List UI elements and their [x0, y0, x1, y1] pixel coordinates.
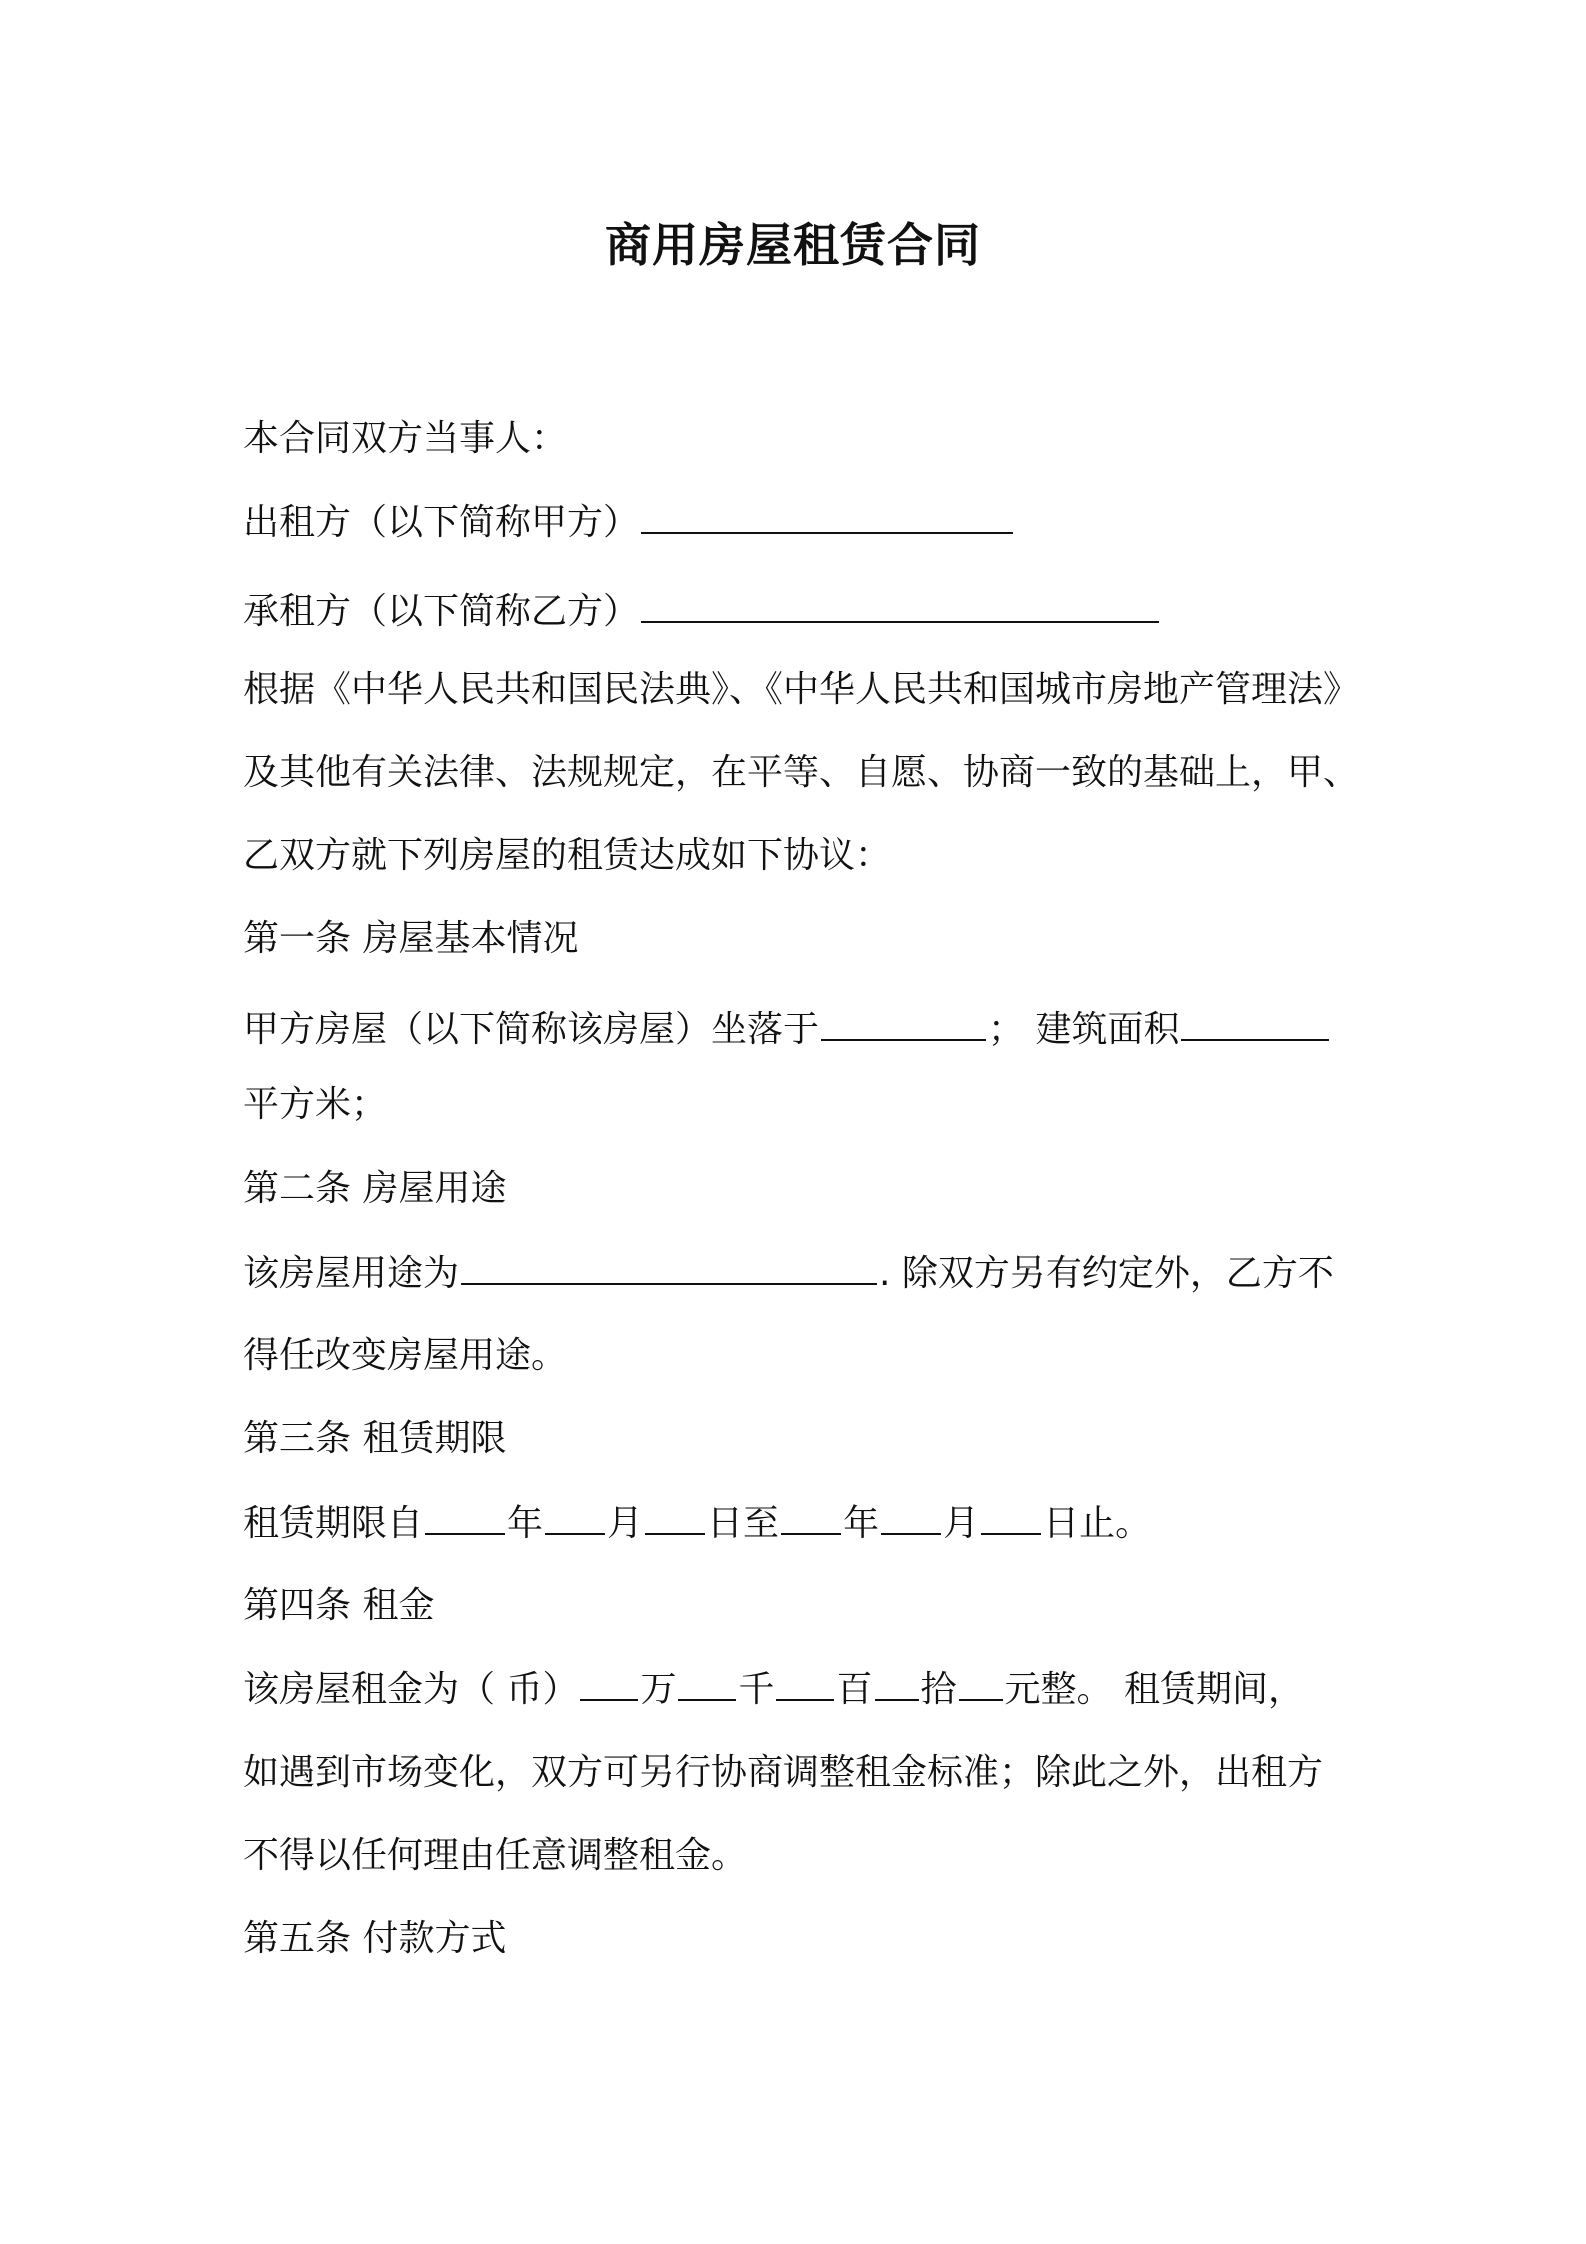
day-to-label: 日至: [707, 1503, 780, 1544]
preamble-line-2: 及其他有关法律、法规规定，在平等、自愿、协商一致的基础上，甲、: [243, 752, 1360, 793]
article-2-heading: 第二条 房屋用途: [243, 1168, 507, 1209]
year-label: 年: [507, 1503, 544, 1544]
lessor-line: [243, 496, 1363, 549]
location-blank: [821, 1003, 986, 1041]
end-month-blank: [881, 1497, 941, 1535]
parties-heading: 本合同双方当事人：: [243, 418, 568, 459]
start-year-blank: [425, 1497, 505, 1535]
qian-label: 千: [738, 1669, 775, 1710]
month-label: 月: [607, 1503, 644, 1544]
article-3-heading: 第三条 租赁期限: [243, 1418, 507, 1459]
lessee-label: 承租方（以下简称乙方）: [243, 591, 640, 632]
preamble-line-1: 根据《中华人民共和国民法典》、《中华人民共和国城市房地产管理法》: [243, 669, 1360, 710]
rent-qian-blank: [678, 1663, 736, 1701]
article-2-usage-label: 该房屋用途为: [243, 1253, 460, 1294]
start-day-blank: [645, 1497, 705, 1535]
yuan-label: 元整。 租赁期间，: [1004, 1669, 1304, 1710]
start-month-blank: [545, 1497, 605, 1535]
shi-label: 拾: [920, 1669, 957, 1710]
article-4-text: [243, 1663, 1363, 1716]
article-1-text: [243, 1003, 1363, 1056]
article-1-area-label: ； 建筑面积: [988, 1009, 1180, 1050]
wan-label: 万: [640, 1669, 677, 1710]
lessee-name-blank: [641, 585, 1159, 623]
article-2-text: [243, 1247, 1363, 1300]
rent-label: 该房屋租金为（ 币）: [243, 1669, 579, 1710]
usage-blank: [461, 1247, 877, 1285]
article-4-text-2: 如遇到市场变化，双方可另行协商调整租金标准；除此之外，出租方: [243, 1752, 1324, 1793]
day-end-label: 日止。: [1043, 1503, 1152, 1544]
year-label-2: 年: [843, 1503, 880, 1544]
article-1-heading: 第一条 房屋基本情况: [243, 918, 579, 959]
lessee-line: [243, 585, 1363, 638]
end-year-blank: [781, 1497, 841, 1535]
rent-shi-blank: [875, 1663, 919, 1701]
document-title: 商用房屋租赁合同: [605, 218, 981, 272]
month-label-2: 月: [943, 1503, 980, 1544]
article-4-heading: 第四条 租金: [243, 1585, 435, 1626]
term-from-label: 租赁期限自: [243, 1503, 424, 1544]
lessor-label: 出租方（以下简称甲方）: [243, 502, 640, 543]
article-1-unit: 平方米；: [243, 1084, 388, 1125]
article-3-text: [243, 1497, 1363, 1550]
article-2-text-2: 得任改变房屋用途。: [243, 1335, 568, 1376]
bai-label: 百: [836, 1669, 873, 1710]
article-5-heading: 第五条 付款方式: [243, 1918, 507, 1959]
lessor-name-blank: [641, 496, 1013, 534]
article-4-text-3: 不得以任何理由任意调整租金。: [243, 1835, 748, 1876]
article-2-usage-rest: . 除双方另有约定外，乙方不: [879, 1253, 1334, 1294]
article-1-location-label: 甲方房屋（以下简称该房屋）坐落于: [243, 1009, 820, 1050]
area-blank: [1181, 1003, 1329, 1041]
rent-wan-blank: [580, 1663, 638, 1701]
preamble-line-3: 乙双方就下列房屋的租赁达成如下协议：: [243, 835, 892, 876]
rent-bai-blank: [776, 1663, 834, 1701]
rent-yuan-blank: [959, 1663, 1003, 1701]
end-day-blank: [981, 1497, 1041, 1535]
